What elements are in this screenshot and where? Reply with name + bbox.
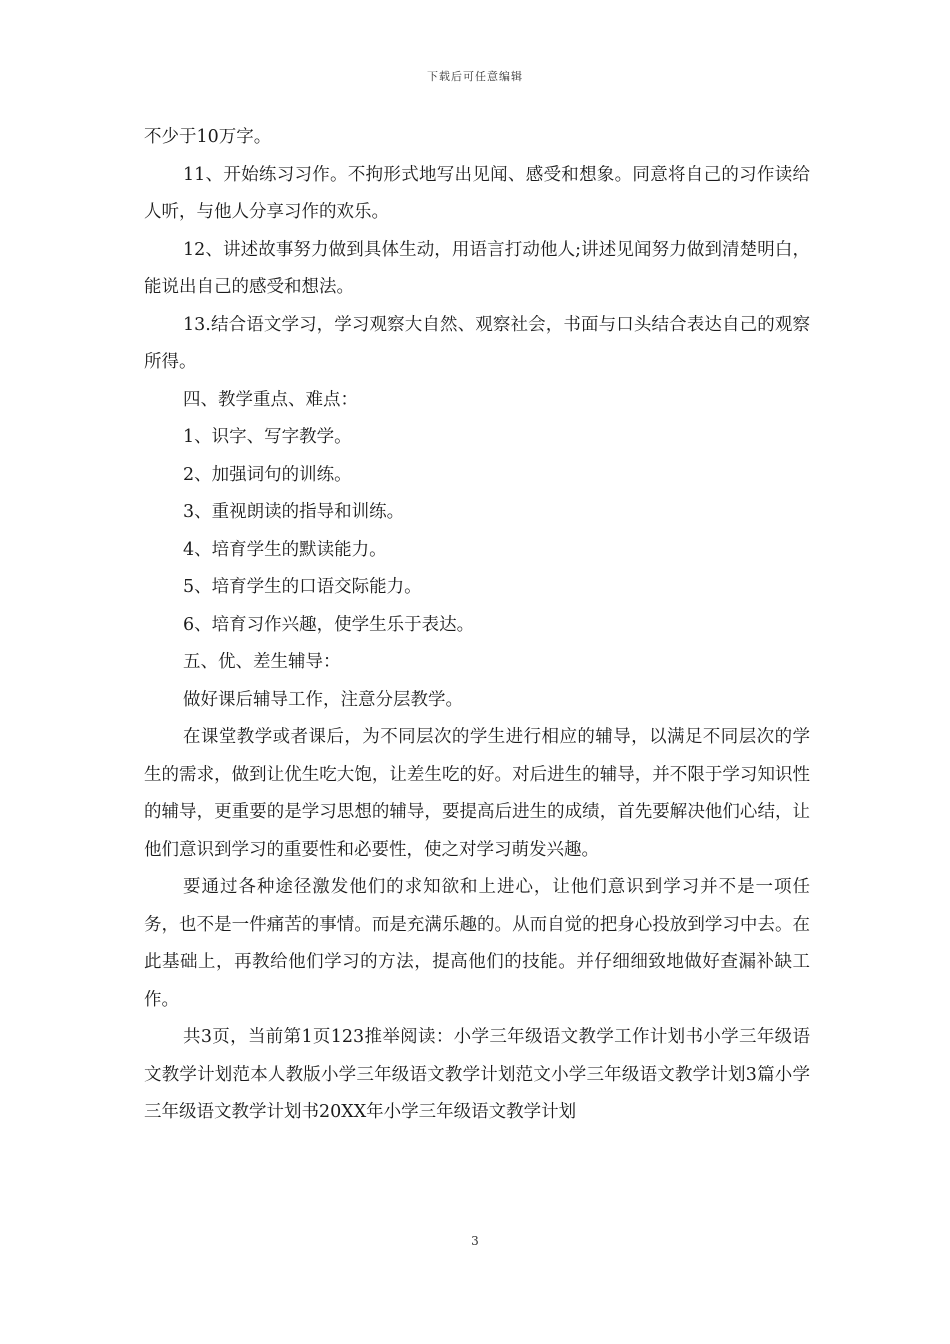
list-item: 6、培育习作兴趣，使学生乐于表达。 — [183, 614, 475, 635]
section-heading-key-points: 四、教学重点、难点： — [183, 389, 358, 410]
paragraph: 要通过各种途径激发他们的求知欲和上进心，让他们意识到学习并不是一项任务，也不是一件痛苦的事情。而是充满乐趣的。从而自觉的把身心投放到学习中去。在此基础上，再教给他们学习的方法，提高他们的技能。并仔细细致地做好查漏补缺工作。 — [144, 877, 810, 1010]
list-item: 3、重视朗读的指导和训练。 — [183, 502, 405, 522]
page-header: 下载后可任意编辑 — [427, 70, 523, 83]
paragraph-recommended-reading: 共3页，当前第1页123推举阅读：小学三年级语文教学工作计划书小学三年级语文教学计划范本人教版小学三年级语文教学计划范文小学三年级语文教学计划3篇小学三年级语文教学计划书20XX年小学三年级语文教学计划 — [144, 1027, 810, 1122]
paragraph-continuation: 不少于10万字。 — [144, 127, 272, 147]
page-number: 3 — [471, 1234, 479, 1248]
paragraph-item-13: 13.结合语文学习，学习观察大自然、观察社会，书面与口头结合表达自己的观察所得。 — [144, 314, 810, 372]
document-body — [144, 119, 810, 1132]
paragraph-item-11: 11、开始练习习作。不拘形式地写出见闻、感受和想象。同意将自己的习作读给人听，与他人分享习作的欢乐。 — [144, 164, 810, 222]
paragraph-item-12: 12、讲述故事努力做到具体生动，用语言打动他人;讲述见闻努力做到清楚明白，能说出自己的感受和想法。 — [144, 239, 810, 297]
list-item: 4、培育学生的默读能力。 — [183, 539, 387, 560]
paragraph: 在课堂教学或者课后，为不同层次的学生进行相应的辅导，以满足不同层次的学生的需求，做到让优生吃大饱，让差生吃的好。对后进生的辅导，并不限于学习知识性的辅导，更重要的是学习思想的辅导，要提高后进生的成绩，首先要解决他们心结，让他们意识到学习的重要性和必要性，使之对学习萌发兴趣。 — [144, 727, 810, 860]
section-heading-tutoring: 五、优、差生辅导： — [183, 652, 341, 672]
list-item: 5、培育学生的口语交际能力。 — [183, 577, 422, 597]
list-item: 1、识字、写字教学。 — [183, 427, 352, 447]
list-item: 2、加强词句的训练。 — [183, 464, 352, 485]
paragraph: 做好课后辅导工作，注意分层教学。 — [183, 689, 463, 710]
